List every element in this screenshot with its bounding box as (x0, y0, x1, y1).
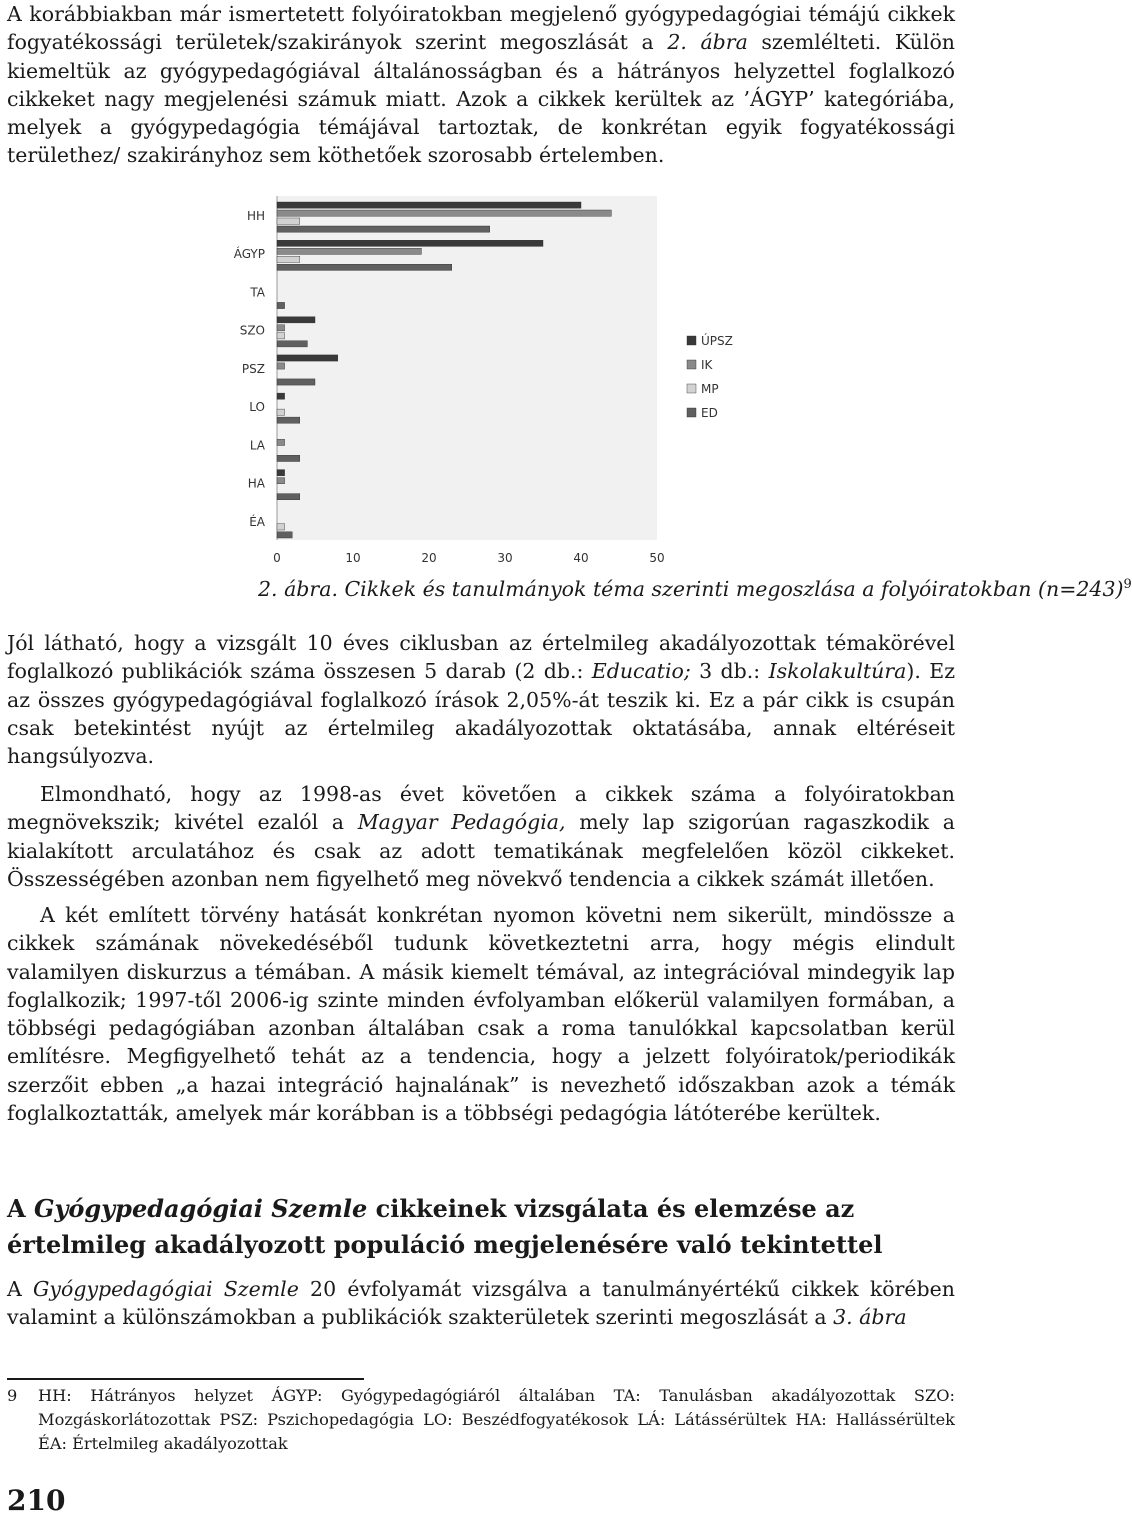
bar-ÚPSZ-SZO (277, 317, 315, 323)
footnote (7, 1384, 955, 1456)
paragraph-5-text-a: A (7, 1277, 34, 1301)
bar-ED-SZO (277, 341, 307, 347)
legend-label-ÚPSZ: ÚPSZ (701, 334, 733, 348)
bar-MP-ÉA (277, 524, 285, 530)
footnote-number: 9 (7, 1386, 18, 1405)
legend-label-ED: ED (701, 406, 718, 420)
journal-name-gyogypedagogiai-szemle: Gyógypedagógiai Szemle (33, 1277, 299, 1301)
heading-text-a: A (7, 1194, 34, 1223)
y-tick-label-TA: TA (250, 285, 265, 300)
y-tick-label-HH: HH (246, 209, 265, 223)
bar-ÚPSZ-HA (277, 470, 285, 476)
paragraph-4 (7, 901, 955, 1127)
plot-area (277, 196, 657, 540)
bar-ÚPSZ-LO (277, 393, 285, 399)
legend-label-MP: MP (701, 382, 719, 396)
y-tick-label-SZO: SZO (239, 323, 265, 338)
footnote-text: HH: Hátrányos helyzet ÁGYP: Gyógypedagógiáról általában TA: Tanulásban akadályozottak SZO: Mozgáskorlátozottak PSZ: Pszichopedagógia LO: Beszédfogyatékosok LÁ: Látássérültek HA: Hallássérültek ÉA: Értelmileg akadályozottak (38, 1386, 955, 1453)
bar-IK-LÁ (277, 439, 285, 445)
paragraph-3 (7, 780, 955, 893)
x-tick-label-40: 40 (573, 551, 589, 565)
bar-IK-PSZ (277, 363, 285, 369)
bar-ÚPSZ-ÁGYP (277, 240, 543, 246)
y-tick-label-PSZ: PSZ (241, 361, 265, 376)
y-tick-label-ÁGYP: ÁGYP (233, 247, 265, 262)
journal-name-magyar-pedagogia: Magyar Pedagógia, (357, 810, 566, 835)
bar-MP-SZO (277, 333, 285, 339)
paragraph-2-text-b: 3 db.: (690, 659, 769, 684)
caption-footnote-ref: 9 (1123, 577, 1132, 593)
journal-name-educatio: Educatio; (591, 659, 691, 684)
legend-swatch-ED (687, 408, 696, 417)
paragraph-4-text: A két említett törvény hatását konkrétan nyomon követni nem sikerült, mindössze a cikkek számának növekedéséből tudunk következtetni arra, hogy mégis elindult valamilyen diskurzus a témában. A másik kiemelt témával, az integrációval mindegyik lap foglalkozik; 1997-től 2006-ig szinte minden évfolyamban előkerül valamilyen formában, a többségi pedagógiában azonban általában csak a roma tanulókkal kapcsolatban kerül említésre. Megfigyelhető tehát az a tendencia, hogy a jelzett folyóiratok/periodikák szerzőit ebben „a hazai integráció hajnalának” is nevezhető időszakban azok a témák foglalkoztatták, amelyek már korábban is a többségi pedagógia látóterébe kerültek. (7, 903, 955, 1126)
bar-ED-TA (277, 302, 285, 308)
paragraph-5 (7, 1275, 955, 1332)
footnote-rule (7, 1378, 364, 1380)
page-number: 210 (7, 1484, 66, 1517)
paragraph-2-text-c: ). Ez az összes gyógypedagógiával foglalkozó írások 2,05%-át teszik ki. Ez a pár cikk is csupán csak betekintést nyújt az értelmileg akadályozottak oktatásába, annak eltéréseit hangsúlyozva. (7, 659, 956, 769)
bar-ED-HA (277, 494, 300, 500)
heading-journal-name: Gyógypedagógiai Szemle (33, 1194, 368, 1223)
x-tick-label-10: 10 (345, 551, 361, 565)
y-tick-label-HA: HA (247, 476, 265, 491)
paragraph-1 (7, 0, 955, 170)
paragraph-3-text-b: mely lap szigorúan ragaszkodik a kialakított arculatához és csak az adott tematikának megfelelően közöl cikkeket. Összességében azonban nem figyelhető meg növekvő tendencia a cikkek számát illetően. (7, 810, 955, 891)
paragraph-3-text-a: Elmondható, hogy az 1998-as évet követően a cikkek száma a folyóiratokban megnövekszik; kivétel ezalól a (7, 782, 955, 835)
legend-swatch-ÚPSZ (687, 336, 696, 345)
journal-name-iskolakultura: Iskolakultúra (768, 659, 907, 684)
x-tick-label-50: 50 (649, 551, 665, 565)
bar-ED-LÁ (277, 455, 300, 461)
x-tick-label-0: 0 (273, 551, 281, 565)
figure-2 (210, 188, 733, 568)
bar-IK-HA (277, 478, 285, 484)
paragraph-5-text-b: 20 évfolyamát vizsgálva a tanulmányértékű cikkek körében valamint a különszámokban a publikációk szakterületek szerinti megoszlását a (7, 1277, 955, 1330)
paragraph-2 (7, 629, 955, 770)
bar-MP-ÁGYP (277, 256, 300, 262)
bar-IK-ÁGYP (277, 248, 421, 254)
bar-ED-ÁGYP (277, 264, 452, 270)
y-tick-label-LÁ: LA (249, 438, 265, 453)
bar-IK-HH (277, 210, 611, 216)
bar-IK-SZO (277, 325, 285, 331)
bar-ÚPSZ-PSZ (277, 355, 338, 361)
bar-MP-LO (277, 409, 285, 415)
x-tick-label-30: 30 (497, 551, 513, 565)
bar-ED-ÉA (277, 532, 292, 538)
y-tick-label-LO: LO (249, 400, 265, 415)
paragraph-1-text-end: szemlélteti. Külön kiemeltük az gyógypedagógiával általánosságban és a hátrányos helyzettel foglalkozó cikkeket nagy megjelenési számuk miatt. Azok a cikkek kerültek az ’ÁGYP’ kategóriába, melyek a gyógypedagógia témájával tartoztak, de konkrétan egyik fogyatékossági területhez/ szakirányhoz sem köthetőek szorosabb értelemben. (7, 30, 955, 168)
bar-ED-HH (277, 226, 490, 232)
bar-ED-LO (277, 417, 300, 423)
bar-ÚPSZ-HH (277, 202, 581, 208)
y-tick-label-ÉA: ÉA (249, 514, 265, 529)
section-heading (7, 1191, 955, 1263)
figure-ref-3: 3. ábra (833, 1305, 907, 1330)
figure-ref-2: 2. ábra (667, 30, 748, 55)
bar-MP-HH (277, 218, 300, 224)
heading-text-b: cikkeinek vizsgálata és elemzése az értelmileg akadályozott populáció megjelenésére való tekintettel (7, 1194, 883, 1259)
legend-label-IK: IK (701, 358, 713, 372)
paragraph-1-text: A korábbiakban már ismertetett folyóiratokban megjelenő gyógypedagógiai témájú cikkek fogyatékossági területek/szakirányok szerint megoszlását a (7, 2, 955, 55)
bar-chart (210, 188, 733, 568)
legend-swatch-MP (687, 384, 696, 393)
paragraph-2-text-a: Jól látható, hogy a vizsgált 10 éves ciklusban az értelmileg akadályozottak témakörével foglalkozó publikációk száma összesen 5 darab (2 db.: (7, 631, 955, 684)
bar-ED-PSZ (277, 379, 315, 385)
legend-swatch-IK (687, 360, 696, 369)
x-tick-label-20: 20 (421, 551, 437, 565)
caption-text: 2. ábra. Cikkek és tanulmányok téma szerinti megoszlása a folyóiratokban (n=243) (258, 577, 1124, 601)
figure-caption (258, 577, 1132, 601)
